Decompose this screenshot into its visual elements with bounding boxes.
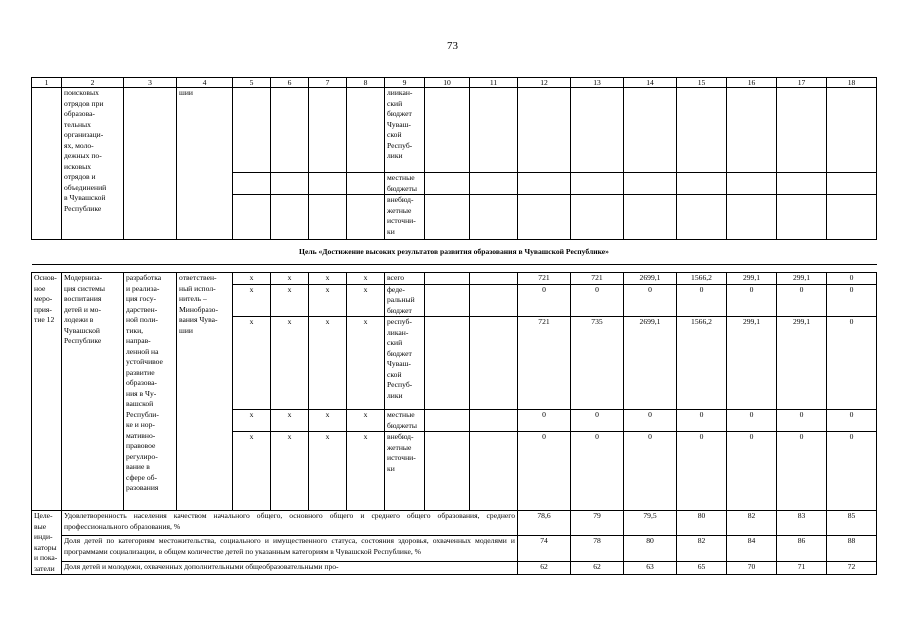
- funding-source-line: феде-: [387, 284, 405, 294]
- event-type-line: ное: [34, 283, 46, 293]
- code-mark: x: [347, 273, 385, 285]
- funding-value: 0: [777, 284, 827, 317]
- block1-row-rb: [32, 88, 877, 173]
- indicator-value: 82: [677, 536, 727, 561]
- funding-source-line: Чуваш-: [387, 359, 411, 368]
- indicator-row: [32, 536, 877, 561]
- funding-source-line: бюджет: [387, 348, 412, 358]
- event-executor-line: Минобразо-: [179, 304, 218, 314]
- code-mark: x: [271, 410, 309, 432]
- funding-source-line: Респуб-: [387, 380, 413, 389]
- funding-source-line: ский: [387, 338, 403, 347]
- event-description-line: тики,: [126, 325, 144, 335]
- event-description-line: ния в Чу-: [126, 388, 157, 398]
- funding-value: 0: [624, 410, 677, 432]
- funding-value: 721: [518, 317, 571, 410]
- empty-cell: [425, 410, 470, 432]
- empty-cell: [470, 317, 518, 410]
- event-name-line: Модерниза-: [64, 273, 103, 282]
- event-description-line: Республи-: [126, 409, 159, 419]
- block1-source-rb-line: бюджет: [387, 109, 412, 118]
- indicator-value: 63: [624, 561, 677, 574]
- block1-event-name-line: образова-: [64, 109, 95, 118]
- indicator-value: 70: [727, 561, 777, 574]
- column-number-row: [32, 78, 877, 88]
- block1-event-name-line: тельных: [64, 119, 91, 129]
- code-mark: x: [309, 410, 347, 432]
- funding-source-line: ской: [387, 369, 402, 379]
- block1-source-mb-line: местные: [387, 173, 415, 182]
- block1-event-name-line: объединений: [64, 182, 107, 192]
- event-description-line: развитие: [126, 367, 155, 377]
- block1-source-vb-line: жетные: [387, 205, 412, 215]
- block1-event-name: [62, 88, 124, 240]
- code-mark: x: [271, 273, 309, 285]
- indicator-value: 82: [727, 511, 777, 536]
- funding-value: 2699,1: [624, 273, 677, 285]
- event-description-line: мативно-: [126, 430, 156, 440]
- funding-value: 0: [571, 284, 624, 317]
- goal-title: Цель «Достижение высоких результатов развития образования в Чувашской Республике»: [32, 240, 877, 265]
- funding-value: 0: [518, 410, 571, 432]
- funding-value: 2699,1: [624, 317, 677, 410]
- indicator-value: 74: [518, 536, 571, 561]
- funding-value: 721: [571, 273, 624, 285]
- empty-cell: [470, 432, 518, 511]
- block1-source-rb-line: ский: [387, 98, 403, 108]
- code-mark: x: [347, 410, 385, 432]
- code-mark: x: [309, 284, 347, 317]
- funding-value: 721: [518, 273, 571, 285]
- column-header: 15: [677, 78, 727, 88]
- funding-source-line: внебюд-: [387, 432, 414, 441]
- indicator-row: [32, 511, 877, 536]
- event-name-line: ция системы: [64, 283, 105, 293]
- event-description-line: ленной на: [126, 346, 159, 356]
- code-mark: x: [233, 432, 271, 511]
- funding-source: [385, 317, 425, 410]
- block1-source-rb-line: лиикан-: [387, 88, 413, 97]
- code-mark: x: [233, 284, 271, 317]
- indicator-text: Удовлетворенность населения качеством начального общего, основного общего и среднего общего образования, среднего профессионального образования, %: [62, 511, 518, 536]
- indicator-value: 62: [518, 561, 571, 574]
- indicators-label-line: и пока-: [34, 553, 58, 562]
- code-mark: x: [233, 317, 271, 410]
- indicator-value: 62: [571, 561, 624, 574]
- empty-cell: [425, 273, 470, 285]
- funding-value: 299,1: [727, 273, 777, 285]
- column-header: 6: [271, 78, 309, 88]
- event-type-line: меро-: [34, 294, 53, 303]
- funding-value: 1566,2: [677, 317, 727, 410]
- column-header: 11: [470, 78, 518, 88]
- event-description-line: сфере об-: [126, 472, 158, 482]
- indicator-value: 71: [777, 561, 827, 574]
- code-mark: x: [347, 284, 385, 317]
- indicators-label: [32, 511, 62, 575]
- empty-cell: [425, 284, 470, 317]
- indicators-label-line: затели: [34, 563, 55, 573]
- funding-value: 0: [624, 432, 677, 511]
- funding-value: 0: [827, 432, 877, 511]
- block1-event-name-line: в Чувашской: [64, 193, 106, 202]
- column-header: 9: [385, 78, 425, 88]
- empty-cell: [425, 432, 470, 511]
- funding-value: 299,1: [777, 273, 827, 285]
- column-header: 3: [124, 78, 177, 88]
- indicator-text: Доля детей по категориям местожительства, социального и имущественного статуса, состояния здоровья, охваченных моделями и программами социализации, в общем количестве детей по указанным категориям в Чувашской Республике, %: [62, 536, 518, 561]
- funding-value: 0: [777, 432, 827, 511]
- block1-source-rb-line: ской: [387, 130, 402, 139]
- block1-source-vb: [385, 195, 425, 240]
- column-header: 18: [827, 78, 877, 88]
- funding-source-line: респуб-: [387, 317, 412, 326]
- indicator-value: 86: [777, 536, 827, 561]
- funding-source-line: ликан-: [387, 327, 409, 337]
- funding-value: 1566,2: [677, 273, 727, 285]
- indicator-value: 85: [827, 511, 877, 536]
- indicators-label-line: каторы: [34, 542, 57, 552]
- funding-value: 0: [677, 284, 727, 317]
- event-description-line: разования: [126, 483, 159, 492]
- funding-value: 0: [827, 410, 877, 432]
- indicator-value: 72: [827, 561, 877, 574]
- funding-source: [385, 273, 425, 285]
- event-type-line: Основ-: [34, 273, 57, 282]
- event-executor-line: шии: [179, 325, 193, 335]
- indicator-row: [32, 561, 877, 574]
- code-mark: x: [233, 410, 271, 432]
- block1-event-name-line: отрядов и: [64, 172, 96, 181]
- indicator-value: 78,6: [518, 511, 571, 536]
- event-description: [124, 273, 177, 511]
- indicator-text: Доля детей и молодежи, охваченных дополнительными общеобразовательными про-: [62, 561, 518, 574]
- indicators-label-line: Целе-: [34, 511, 53, 520]
- event-name-line: воспитания: [64, 294, 102, 303]
- funding-source-line: ки: [387, 463, 395, 473]
- code-mark: x: [271, 432, 309, 511]
- event-executor-line: вания Чува-: [179, 315, 218, 324]
- column-header: 5: [233, 78, 271, 88]
- event-description-line: направ-: [126, 336, 151, 345]
- funding-value: 0: [777, 410, 827, 432]
- event-name-line: детей и мо-: [64, 304, 101, 314]
- event-executor: [177, 273, 233, 511]
- column-header: 13: [571, 78, 624, 88]
- event-description-line: регулиро-: [126, 451, 158, 461]
- indicators-label-line: инди-: [34, 532, 53, 541]
- funding-value: 0: [677, 432, 727, 511]
- block1-source-rb-line: Чуваш-: [387, 119, 411, 129]
- funding-source: [385, 432, 425, 511]
- funding-value: 0: [827, 284, 877, 317]
- column-header: 7: [309, 78, 347, 88]
- block1-source-rb: [385, 88, 425, 173]
- block1-source-mb-line: бюджеты: [387, 183, 417, 193]
- column-header: 1: [32, 78, 62, 88]
- goal-row: [32, 240, 877, 265]
- column-header: 17: [777, 78, 827, 88]
- indicator-value: 78: [571, 536, 624, 561]
- event-description-line: ной поли-: [126, 315, 158, 324]
- block1-source-vb-line: внебюд-: [387, 195, 414, 204]
- event-executor-line: ный испол-: [179, 283, 216, 293]
- block1-executor: шии: [177, 88, 233, 240]
- funding-source-line: местные: [387, 410, 415, 419]
- event-description-line: правовое: [126, 441, 156, 450]
- block1-event-name-line: дежных по-: [64, 151, 102, 160]
- empty-cell: [470, 273, 518, 285]
- block1-event-name-line: Республике: [64, 203, 102, 213]
- code-mark: x: [271, 284, 309, 317]
- empty-cell: [470, 410, 518, 432]
- funding-value: 735: [571, 317, 624, 410]
- code-mark: x: [271, 317, 309, 410]
- code-mark: x: [233, 273, 271, 285]
- column-header: 12: [518, 78, 571, 88]
- event-row: [32, 273, 877, 285]
- event-description-line: и реализа-: [126, 283, 160, 293]
- block1-source-mb: [385, 173, 425, 195]
- funding-source-line: лики: [387, 390, 403, 400]
- indicator-value: 88: [827, 536, 877, 561]
- indicator-value: 84: [727, 536, 777, 561]
- indicator-value: 80: [677, 511, 727, 536]
- event-name-line: лодежи в: [64, 315, 94, 324]
- code-mark: x: [347, 432, 385, 511]
- funding-value: 0: [677, 410, 727, 432]
- page-number: 73: [447, 40, 458, 52]
- column-header: 10: [425, 78, 470, 88]
- column-header: 14: [624, 78, 677, 88]
- funding-value: 0: [518, 284, 571, 317]
- event-executor-line: нитель –: [179, 294, 207, 303]
- funding-source-line: жетные: [387, 442, 412, 452]
- program-table: [31, 77, 877, 575]
- funding-value: 299,1: [777, 317, 827, 410]
- column-header: 4: [177, 78, 233, 88]
- funding-value: 0: [727, 410, 777, 432]
- block1-source-rb-line: Респуб-: [387, 140, 413, 150]
- block1-col1: [32, 88, 62, 240]
- indicator-value: 79: [571, 511, 624, 536]
- code-mark: x: [309, 317, 347, 410]
- event-name-line: Республике: [64, 336, 102, 345]
- code-mark: x: [347, 317, 385, 410]
- funding-value: 0: [624, 284, 677, 317]
- funding-value: 0: [727, 432, 777, 511]
- funding-value: 0: [571, 410, 624, 432]
- event-description-line: вашской: [126, 399, 154, 408]
- empty-cell: [425, 317, 470, 410]
- block1-source-vb-line: источни-: [387, 216, 416, 225]
- block1-event-name-line: исковых: [64, 161, 92, 171]
- event-description-line: разработка: [126, 273, 162, 282]
- funding-source: [385, 410, 425, 432]
- event-description-line: ция госу-: [126, 294, 157, 303]
- funding-value: 299,1: [727, 317, 777, 410]
- funding-source-line: бюджеты: [387, 420, 417, 430]
- block1-event-name-line: организаци-: [64, 130, 104, 139]
- funding-source-line: источни-: [387, 453, 416, 462]
- code-mark: x: [309, 273, 347, 285]
- funding-source-line: ральный: [387, 295, 415, 304]
- column-header: 8: [347, 78, 385, 88]
- event-name: [62, 273, 124, 511]
- block1-col3: [124, 88, 177, 240]
- block1-source-rb-line: лики: [387, 151, 403, 160]
- event-executor-line: ответствен-: [179, 273, 217, 282]
- funding-value: 0: [827, 273, 877, 285]
- event-type-line: тие 12: [34, 315, 55, 324]
- event-description-line: вание в: [126, 462, 150, 471]
- event-description-line: устойчивое: [126, 357, 163, 366]
- block1-event-name-line: отрядов при: [64, 98, 104, 108]
- block1-event-name-line: поисковых: [64, 88, 99, 97]
- funding-source-line: бюджет: [387, 305, 412, 315]
- funding-value: 0: [827, 317, 877, 410]
- funding-source-line: всего: [387, 273, 405, 282]
- column-header: 16: [727, 78, 777, 88]
- event-name-line: Чувашской: [64, 325, 100, 335]
- block1-source-vb-line: ки: [387, 226, 395, 236]
- code-mark: x: [309, 432, 347, 511]
- funding-source: [385, 284, 425, 317]
- event-description-line: образова-: [126, 378, 157, 387]
- block1-event-name-line: ях, моло-: [64, 140, 94, 150]
- funding-value: 0: [571, 432, 624, 511]
- indicators-label-line: вые: [34, 521, 47, 531]
- column-header: 2: [62, 78, 124, 88]
- event-description-line: дарствен-: [126, 304, 158, 314]
- indicator-value: 83: [777, 511, 827, 536]
- indicator-value: 79,5: [624, 511, 677, 536]
- event-description-line: ке и нор-: [126, 420, 155, 429]
- empty-cell: [470, 284, 518, 317]
- indicator-value: 80: [624, 536, 677, 561]
- event-type-line: прия-: [34, 304, 52, 314]
- indicator-value: 65: [677, 561, 727, 574]
- event-type: [32, 273, 62, 511]
- funding-value: 0: [518, 432, 571, 511]
- funding-value: 0: [727, 284, 777, 317]
